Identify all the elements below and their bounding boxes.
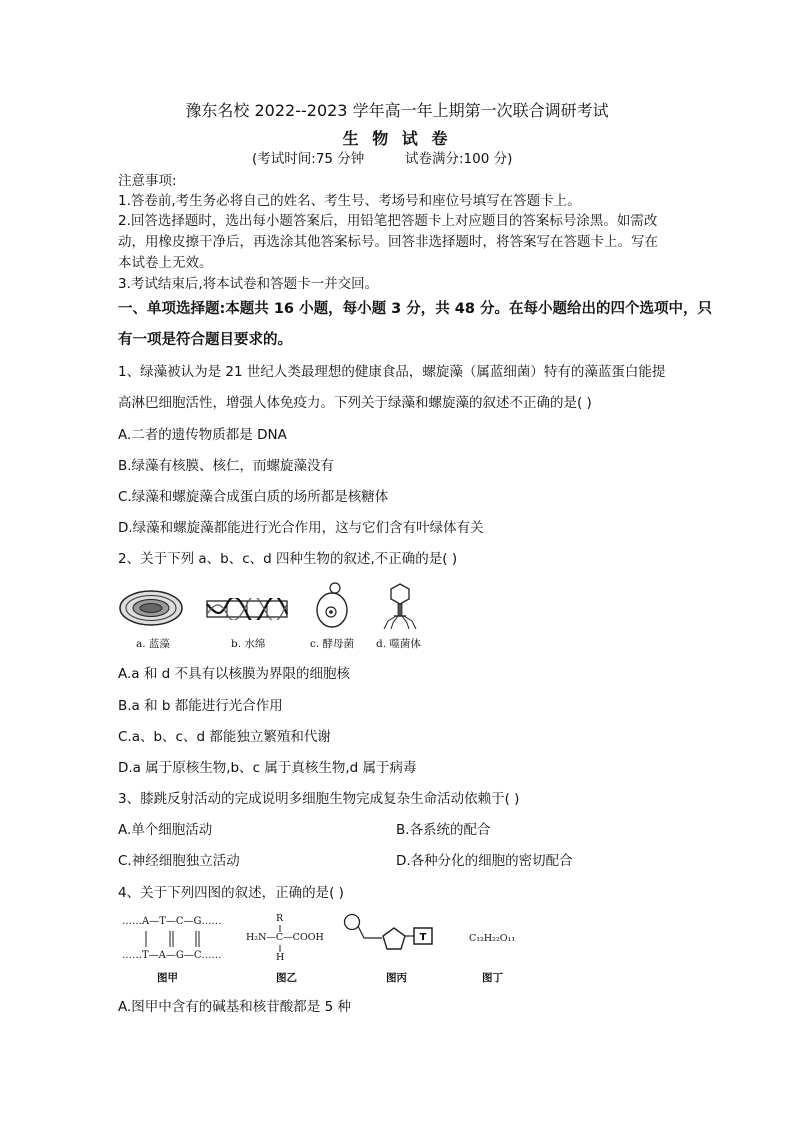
q3-option-b: B.各系统的配合 (396, 822, 491, 838)
q1-stem-cont: 高淋巴细胞活性，增强人体免疫力。下列关于绿藻和螺旋藻的叙述不正确的是( ) (118, 395, 592, 411)
note-line: 动，用橡皮擦干净后，再选涂其他答案标号。回答非选择题时，将答案写在答题卡上。写在 (118, 234, 658, 250)
q3-stem: 3、膝跳反射活动的完成说明多细胞生物完成复杂生命活动依赖于( ) (118, 791, 520, 807)
spirogyra-figure (205, 598, 289, 620)
bacteriophage-figure (380, 583, 420, 631)
figure-ding-label: 图丁 (482, 972, 503, 984)
figure-bing-label: 图丙 (386, 972, 407, 984)
q2-option-b: B.a 和 b 都能进行光合作用 (118, 698, 283, 714)
amino-hydrogen: H (276, 952, 285, 963)
note-line: 3.考试结束后,将本试卷和答题卡一并交回。 (118, 276, 379, 292)
q1-option-c: C.绿藻和螺旋藻合成蛋白质的场所都是核糖体 (118, 489, 389, 505)
figure-jia-label: 图甲 (157, 972, 178, 984)
nucleotide-base: T (419, 932, 427, 943)
q1-option-a: A.二者的遗传物质都是 DNA (118, 427, 287, 443)
base-pair-bonds (140, 929, 210, 949)
section-heading-cont: 有一项是符合题目要求的。 (118, 332, 292, 348)
q2-option-a: A.a 和 d 不具有以核膜为界限的细胞核 (118, 666, 351, 682)
figure-caption-d: d. 噬菌体 (376, 638, 421, 650)
figure-caption-c: c. 酵母菌 (310, 638, 355, 650)
q2-option-c: C.a、b、c、d 都能独立繁殖和代谢 (118, 729, 331, 745)
amino-backbone: H₂N—C—COOH (246, 932, 324, 943)
q1-option-d: D.绿藻和螺旋藻都能进行光合作用，这与它们含有叶绿体有关 (118, 520, 484, 536)
notes-heading: 注意事项: (118, 173, 177, 189)
sugar-formula: C₁₂H₂₂O₁₁ (469, 933, 516, 944)
paper-subject: 生 物 试 卷 (342, 129, 452, 148)
q3-option-d: D.各种分化的细胞的密切配合 (396, 853, 573, 869)
figure-yi-label: 图乙 (276, 972, 297, 984)
section-heading: 一、单项选择题:本题共 16 小题，每小题 3 分，共 48 分。在每小题给出的四个选项中，只 (118, 301, 713, 317)
note-line: 1.答卷前,考生务必将自己的姓名、考生号、考场号和座位号填写在答题卡上。 (118, 193, 581, 209)
figure-caption-a: a. 蓝藻 (136, 638, 170, 650)
q2-stem: 2、关于下列 a、b、c、d 四种生物的叙述,不正确的是( ) (118, 551, 458, 567)
note-line: 2.回答选择题时，选出每小题答案后，用铅笔把答题卡上对应题目的答案标号涂黑。如需改 (118, 213, 658, 229)
q2-option-d: D.a 属于原核生物,b、c 属于真核生物,d 属于病毒 (118, 760, 417, 776)
q3-option-a: A.单个细胞活动 (118, 822, 213, 838)
q4-stem: 4、关于下列四图的叙述，正确的是( ) (118, 885, 344, 901)
nucleotide-figure (342, 912, 438, 958)
cyanobacteria-figure (118, 588, 184, 628)
note-line: 本试卷上无效。 (118, 255, 213, 271)
q1-stem: 1、绿藻被认为是 21 世纪人类最理想的健康食品，螺旋藻（属蓝细菌）特有的藻蓝蛋白能提 (118, 364, 666, 380)
exam-title: 豫东名校 2022--2023 学年高一年上期第一次联合调研考试 (185, 101, 609, 120)
amino-r-group: R (276, 913, 284, 924)
q3-option-c: C.神经细胞独立活动 (118, 853, 240, 869)
q1-option-b: B.绿藻有核膜、核仁，而螺旋藻没有 (118, 458, 335, 474)
q4-option-a: A.图甲中含有的碱基和核苷酸都是 5 种 (118, 999, 351, 1015)
exam-score: 试卷满分:100 分) (405, 151, 513, 167)
figure-caption-b: b. 水绵 (231, 638, 266, 650)
exam-time: (考试时间:75 分钟 (252, 151, 365, 167)
dna-strand-top: ……A—T—C—G…… (122, 916, 222, 927)
dna-strand-bottom: ……T—A—G—C…… (122, 950, 222, 961)
yeast-figure (314, 582, 350, 630)
